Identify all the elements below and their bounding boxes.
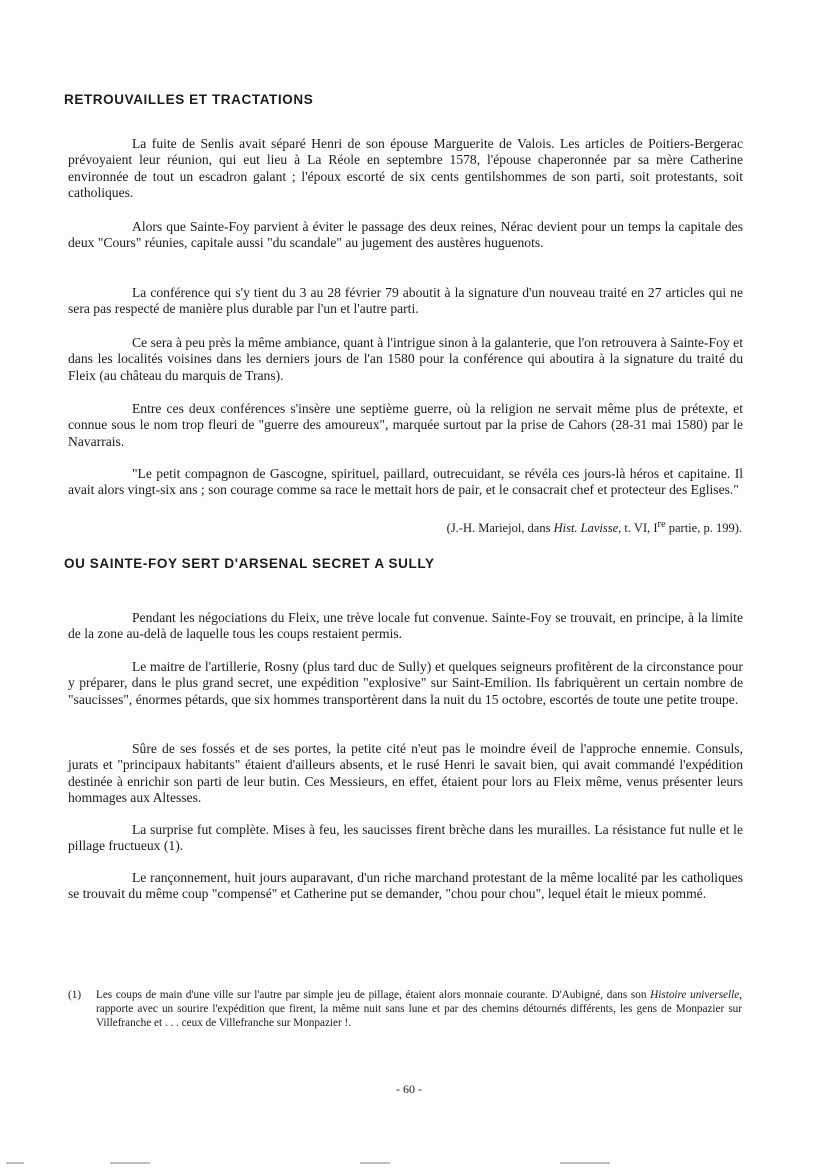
paragraph: Ce sera à peu près la même ambiance, quant à l'intrigue sinon à la galanterie, que l'on retrouvera à Sainte-Foy et dans les localités voisines dans les derniers jours de l'an 1580 pour la conférence qui aboutira à la signature du traité du Fleix (au château du marquis de Trans).	[68, 335, 743, 383]
footnote	[68, 989, 742, 1030]
quotation-citation	[447, 519, 742, 536]
page-number: - 60 -	[396, 1082, 422, 1096]
citation-work-title: Hist. Lavisse	[553, 521, 619, 536]
citation-superscript: re	[657, 519, 666, 530]
footnote-work-title: Histoire universelle	[650, 989, 740, 1001]
section-heading-retrouvailles: RETROUVAILLES ET TRACTATIONS	[64, 92, 314, 107]
paragraph: Sûre de ses fossés et de ses portes, la petite cité n'eut pas le moindre éveil de l'approche ennemie. Consuls, jurats et "principaux habitants" étaient d'ailleurs absents, et le rusé Henri le savait bien, qui avait commandé l'expédition destinée à enrichir son parti de leur butin. Ces Messieurs, en effet, étaient pour lors au Fleix même, venus présenter leurs hommages aux Altesses.	[68, 741, 743, 806]
paragraph: La conférence qui s'y tient du 3 au 28 février 79 aboutit à la signature d'un nouveau traité en 27 articles qui ne sera pas respecté de manière plus durable par l'un et l'autre parti.	[68, 285, 743, 317]
citation-text: partie, p. 199).	[665, 521, 742, 536]
footnote-text: Les coups de main d'une ville sur l'autre par simple jeu de pillage, étaient alors monnaie courante. D'Aubigné, dans son	[96, 989, 651, 1001]
section-heading-arsenal: OU SAINTE-FOY SERT D'ARSENAL SECRET A SULLY	[64, 556, 435, 571]
scan-edge-artifact	[0, 1162, 826, 1166]
citation-text: (J.-H. Mariejol, dans	[446, 521, 554, 536]
paragraph: Pendant les négociations du Fleix, une trève locale fut convenue. Sainte-Foy se trouvait, en principe, à la limite de la zone au-delà de laquelle tous les coups restaient permis.	[68, 610, 743, 642]
paragraph: Le rançonnement, huit jours auparavant, d'un riche marchand protestant de la même localité par les catholiques se trouvait du même coup "compensé" et Catherine put se demander, "chou pour chou", lequel était le mieux pommé.	[68, 870, 743, 902]
footnote-text: , rapporte avec un sourire l'expédition que firent, la même nuit sans lune et par des chemins détournés différents, les gens de Monpazier sur Villefranche et . . . ceux de Villefranche sur Monpazier !.	[96, 989, 742, 1029]
paragraph: La fuite de Senlis avait séparé Henri de son épouse Marguerite de Valois. Les articles de Poitiers-Bergerac prévoyaient leur réunion, qui eut lieu à La Réole en septembre 1578, l'épouse chaperonnée par sa mère Catherine environnée de tout un escadron galant ; l'époux escorté de six cents gentilshommes de son parti, soit protestants, soit catholiques.	[68, 136, 743, 201]
paragraph: Le maitre de l'artillerie, Rosny (plus tard duc de Sully) et quelques seigneurs profitèrent de la circonstance pour y préparer, dans le plus grand secret, une expédition "explosive" sur Saint-Emilion. Ils fabriquèrent un certain nombre de "saucisses", énormes pétards, que six hommes transportèrent dans la nuit du 15 octobre, escortés de toute une petite troupe.	[68, 659, 743, 707]
quotation-paragraph: "Le petit compagnon de Gascogne, spirituel, paillard, outrecuidant, se révéla ces jours-là héros et capitaine. Il avait alors vingt-six ans ; son courage comme sa race le mettait hors de pair, et le consacrait chef et protecteur des Eglises."	[68, 466, 743, 498]
paragraph: Entre ces deux conférences s'insère une septième guerre, où la religion ne servait même plus de prétexte, et connue sous le nom trop fleuri de "guerre des amoureux", marquée surtout par la prise de Cahors (28-31 mai 1580) par le Navarrais.	[68, 401, 743, 449]
footnote-mark: (1)	[68, 989, 82, 1001]
paragraph: La surprise fut complète. Mises à feu, les saucisses firent brèche dans les murailles. La résistance fut nulle et le pillage fructueux (1).	[68, 822, 743, 854]
citation-text: , t. VI, I	[618, 521, 658, 536]
paragraph: Alors que Sainte-Foy parvient à éviter le passage des deux reines, Nérac devient pour un temps la capitale des deux "Cours" réunies, capitale aussi "du scandale" au jugement des austères huguenots.	[68, 219, 743, 251]
